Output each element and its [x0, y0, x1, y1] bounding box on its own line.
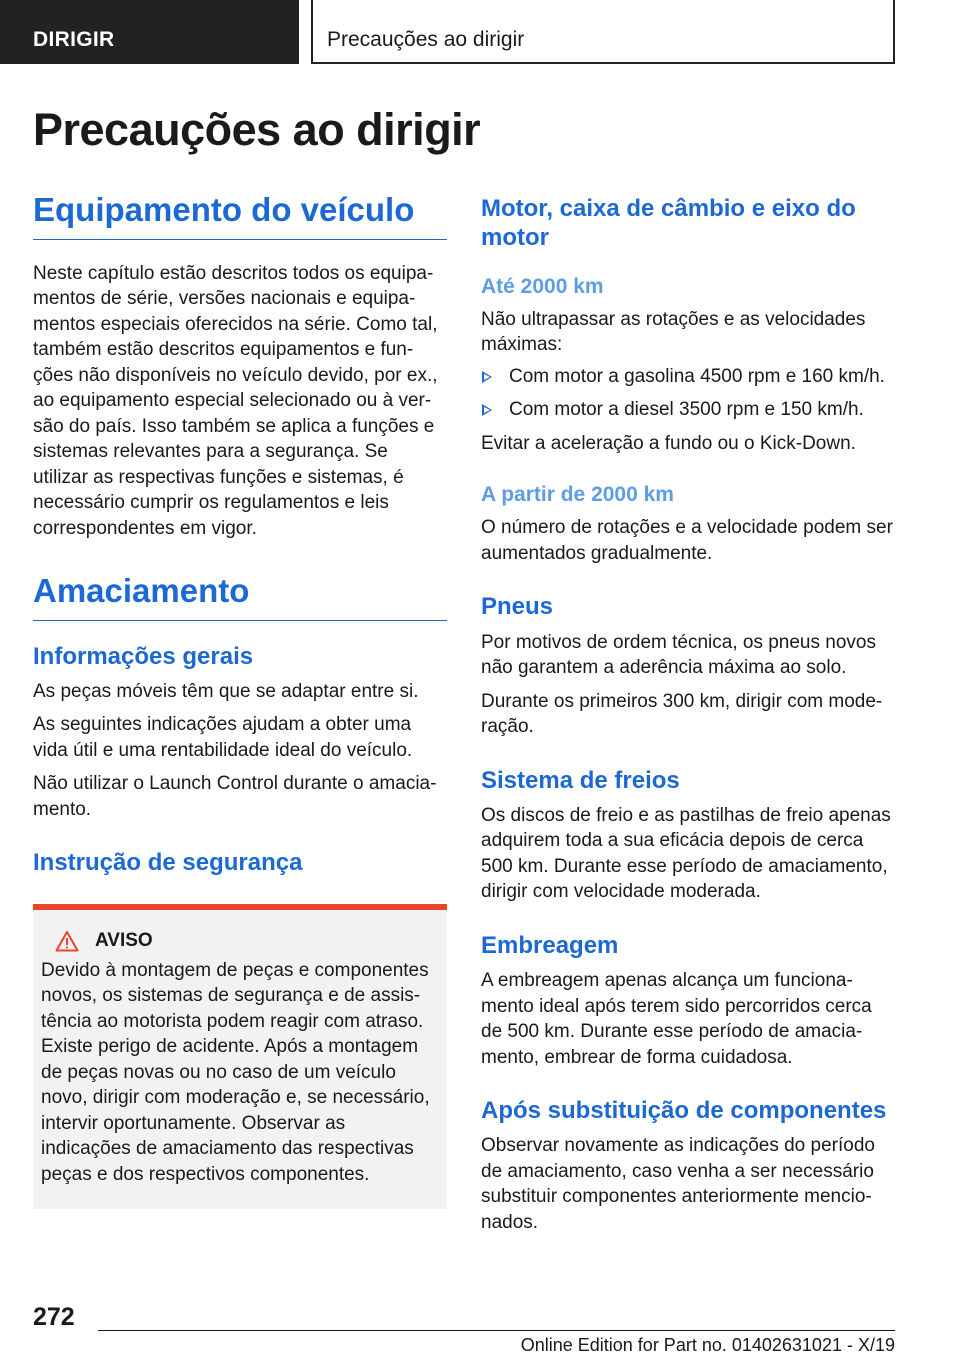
brakes-paragraph: Os discos de freio e as pastilhas de freio apenas adquirem toda a sua eficácia depois de cerca 500 km. Durante esse período de amaciamento, dirigir com velocidade moderada. — [481, 804, 891, 903]
header-page-tab: Precauções ao dirigir — [311, 0, 895, 64]
general-info-heading: Informações gerais — [33, 642, 254, 670]
general-info-paragraph-2: As seguintes indicações ajudam a obter uma vida útil e uma rentabilidade ideal do veículo. — [33, 714, 413, 761]
warning-triangle-icon — [55, 930, 79, 952]
triangle-bullet-icon — [482, 404, 492, 416]
list-item-text: Com motor a gasolina 4500 rpm e 160 km/h. — [509, 365, 885, 387]
tires-paragraph-2: Durante os primeiros 300 km, dirigir com mode-ração. — [481, 690, 883, 738]
up-to-2000-paragraph: Não ultrapassar as rotações e as velocidades máximas: — [481, 308, 866, 356]
warning-header — [41, 930, 437, 952]
page-title: Precauções ao dirigir — [33, 104, 481, 155]
clutch-heading: Embreagem — [481, 931, 619, 959]
equipment-paragraph: Neste capítulo estão descritos todos os equipa-mentos de série, versões nacionais e equipa-mentos especiais oferecidos na série. Como tal, também estão descritos equipamentos e fun-ções não disponíveis no veículo devido, por ex., ao equipamento especial selecionado ou à ver-são do país. Isso também se aplica a funções e sistemas relevantes para a segurança. Se utilizar as respectivas funções e sistemas, é necessário cumprir os regulamentos e leis correspondentes em vigor. — [33, 262, 438, 539]
header-section-tab: DIRIGIR — [0, 0, 299, 64]
replacement-paragraph: Observar novamente as indicações do período de amaciamento, caso venha a ser necessário substituir componentes anteriormente mencio-nados. — [481, 1135, 875, 1233]
triangle-bullet-icon — [482, 371, 492, 383]
breakin-heading: Amaciamento — [33, 571, 447, 621]
speed-limit-list — [481, 364, 895, 423]
warning-label: AVISO — [95, 929, 153, 951]
left-column — [33, 190, 447, 1209]
from-2000-heading: A partir de 2000 km — [481, 483, 674, 507]
list-item-text: Com motor a diesel 3500 rpm e 150 km/h. — [509, 399, 864, 421]
warning-text: Devido à montagem de peças e componentes novos, os sistemas de segurança e de assis-tência ao motorista podem reagir com atraso. Existe perigo de acidente. Após a montagem de peças novas ou no caso de um veículo novo, dirigir com moderação e, se necessário, intervir oportunamente. Observar as indicações de amaciamento das respectivas peças e dos respectivos componentes. — [41, 959, 430, 1185]
tires-heading: Pneus — [481, 593, 554, 621]
safety-heading: Instrução de segurança — [33, 849, 303, 877]
up-to-2000-after: Evitar a aceleração a fundo ou o Kick-Down. — [481, 432, 856, 454]
general-info-paragraph-1: As peças móveis têm que se adaptar entre si. — [33, 680, 419, 702]
engine-heading: Motor, caixa de câmbio e eixo do motor — [481, 195, 856, 252]
page-number: 272 — [33, 1303, 75, 1331]
brakes-heading: Sistema de freios — [481, 766, 680, 794]
tires-paragraph-1: Por motivos de ordem técnica, os pneus novos não garantem a aderência máxima ao solo. — [481, 631, 876, 679]
list-item — [481, 364, 895, 390]
footer-edition: Online Edition for Part no. 01402631021 - X/19 — [520, 1335, 895, 1355]
list-item — [481, 397, 895, 423]
equipment-heading: Equipamento do veículo — [33, 190, 447, 240]
warning-box — [33, 904, 447, 1210]
from-2000-paragraph: O número de rotações e a velocidade podem ser aumentados gradualmente. — [481, 517, 893, 564]
clutch-paragraph: A embreagem apenas alcança um funciona-mento ideal após terem sido percorridos cerca de 500 km. Durante esse período de amacia-mento, embrear de forma cuidadosa. — [481, 970, 872, 1068]
footer-divider — [98, 1330, 895, 1331]
right-column — [481, 190, 895, 1235]
general-info-paragraph-3: Não utilizar o Launch Control durante o amacia-mento. — [33, 773, 437, 820]
up-to-2000-heading: Até 2000 km — [481, 274, 604, 298]
replacement-heading: Após substituição de componentes — [481, 1097, 887, 1125]
